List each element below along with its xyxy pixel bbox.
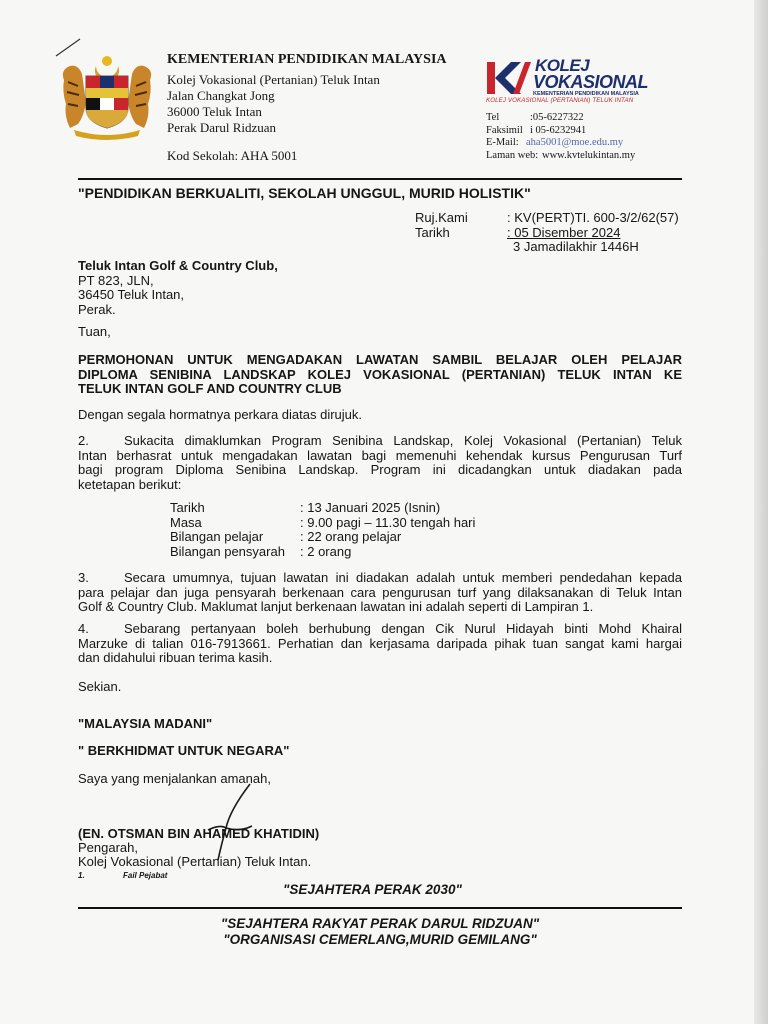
- contact-label: Faksimil: [486, 124, 523, 136]
- kv-logo-icon: [485, 58, 533, 98]
- paragraph-line: para pelajar dan juga pensyarah berkenaan cara pengurusan turf yang dilaksanakan di Teluk Intan: [78, 584, 682, 600]
- details-value: : 9.00 pagi – 11.30 tengah hari: [300, 514, 476, 530]
- paragraph-number: 4.: [78, 621, 89, 636]
- cc-number: 1.: [78, 871, 85, 880]
- details-row: [170, 530, 475, 545]
- paragraph-number: 3.: [78, 570, 89, 585]
- contact-label: Tel: [486, 112, 500, 123]
- cc-file-office: Fail Pejabat: [123, 871, 168, 880]
- school-code: Kod Sekolah: AHA 5001: [167, 148, 298, 163]
- recipient-line: Perak.: [78, 301, 116, 317]
- recipient-line: Teluk Intan Golf & Country Club,: [78, 258, 278, 273]
- sejahtera-perak-2030: "SEJAHTERA PERAK 2030": [283, 882, 462, 897]
- details-label: Bilangan pensyarah: [170, 543, 285, 559]
- paragraph-line: Marzuke di talian 016-7913661. Perhatian dan kerjasama daripada pihak tuan sangat kami hargai: [78, 635, 682, 651]
- slogan-berkhidmat: " BERKHIDMAT UNTUK NEGARA": [78, 743, 290, 758]
- signatory-organisation: Kolej Vokasional (Pertanian) Teluk Intan.: [78, 854, 312, 869]
- salutation: Tuan,: [78, 324, 111, 339]
- details-row: [170, 516, 475, 531]
- recipient-line: PT 823, JLN,: [78, 272, 154, 288]
- reference-label: Ruj.Kami: [415, 210, 468, 225]
- contact-label: Laman web:: [486, 149, 539, 161]
- date-label: Tarikh: [415, 224, 450, 240]
- amanah-line: Saya yang menjalankan amanah,: [78, 771, 271, 786]
- date-value: : 05 Disember 2024: [507, 224, 621, 240]
- contact-row-email: [486, 137, 635, 150]
- kv-logo-line1: KOLEJ: [535, 56, 590, 75]
- subject-line: PERMOHONAN UNTUK MENGADAKAN LAWATAN SAMBIL BELAJAR OLEH PELAJAR: [78, 352, 682, 367]
- details-label: Tarikh: [170, 500, 205, 515]
- page-edge-shadow: [754, 0, 768, 1024]
- contact-value: :05-6227322: [530, 112, 584, 123]
- footer-slogans: [78, 916, 682, 948]
- details-value: : 13 Januari 2025 (Isnin): [300, 500, 441, 515]
- paragraph-number: 2.: [78, 433, 89, 448]
- paragraph-2: [78, 434, 682, 492]
- paragraph-line: dan didahului ribuan terima kasih.: [78, 650, 273, 665]
- paragraph-line: bagi program Diploma Senibina Landskap. Program ini dicadangkan untuk diadakan pada: [78, 462, 682, 477]
- address-line: 36000 Teluk Intan: [167, 104, 262, 119]
- letter-subject: [78, 353, 682, 397]
- details-value: : 2 orang: [300, 543, 352, 559]
- opening-line: Dengan segala hormatnya perkara diatas dirujuk.: [78, 407, 363, 422]
- subject-line: TELUK INTAN GOLF AND COUNTRY CLUB: [78, 381, 342, 396]
- slogan-malaysia-madani: "MALAYSIA MADANI": [78, 716, 213, 731]
- ministry-name: KEMENTERIAN PENDIDIKAN MALAYSIA: [167, 52, 447, 67]
- footer-line: "SEJAHTERA RAKYAT PERAK DARUL RIDZUAN": [220, 916, 540, 931]
- paragraph-line: Golf & Country Club. Maklumat lanjut berkenaan lawatan ini adalah seperti di Lampiran 1.: [78, 599, 594, 614]
- contact-row-fax: [486, 125, 635, 138]
- contact-value: i 05-6232941: [530, 124, 587, 136]
- kv-logo-line2: VOKASIONAL: [533, 72, 649, 92]
- school-motto: "PENDIDIKAN BERKUALITI, SEKOLAH UNGGUL, MURID HOLISTIK": [78, 185, 531, 201]
- sekian: Sekian.: [78, 679, 122, 694]
- address-line: Perak Darul Ridzuan: [167, 120, 277, 135]
- details-row: [170, 545, 475, 560]
- address-line: Jalan Changkat Jong: [167, 88, 275, 103]
- contact-block: [486, 112, 635, 162]
- address-line: Kolej Vokasional (Pertanian) Teluk Intan: [167, 72, 380, 87]
- signatory-position: Pengarah,: [78, 840, 138, 855]
- contact-web-link[interactable]: www.kvtelukintan.my: [542, 149, 636, 161]
- paragraph-line: Sebarang pertanyaan boleh berhubung dengan Cik Nurul Hidayah binti Mohd Khairal: [124, 621, 682, 636]
- paragraph-line: ketetapan berikut:: [78, 476, 182, 492]
- details-label: Masa: [170, 514, 202, 530]
- signatory-name: (EN. OTSMAN BIN AHAMED KHATIDIN): [78, 826, 320, 841]
- recipient-address: [78, 259, 278, 317]
- footer-line: "ORGANISASI CEMERLANG,MURID GEMILANG": [223, 932, 537, 947]
- contact-row-web: [486, 150, 635, 163]
- paragraph-4: [78, 622, 682, 666]
- hijri-date: 3 Jamadilakhir 1446H: [513, 239, 639, 254]
- subject-line: DIPLOMA SENIBINA LANDSKAP KOLEJ VOKASIONAL (PERTANIAN) TELUK INTAN KE: [78, 366, 682, 382]
- contact-row-tel: [486, 112, 635, 125]
- contact-email-link[interactable]: aha5001@moe.edu.my: [526, 137, 624, 148]
- paragraph-line: Sukacita dimaklumkan Program Senibina Landskap, Kolej Vokasional (Pertanian) Teluk: [124, 433, 682, 448]
- kv-logo-sub: KEMENTERIAN PENDIDIKAN MALAYSIA: [533, 91, 639, 97]
- recipient-line: 36450 Teluk Intan,: [78, 287, 185, 302]
- paragraph-line: Intan berhasrat untuk mengadakan lawatan bagi memenuhi kehendak kursus Pengurusan Turf: [78, 447, 682, 463]
- kv-logo-tagline: KOLEJ VOKASIONAL (PERTANIAN) TELUK INTAN: [486, 97, 634, 104]
- school-address: [167, 72, 380, 136]
- visit-details-table: [170, 501, 475, 559]
- reference-block: [415, 211, 679, 255]
- header-divider: [78, 178, 682, 180]
- coat-of-arms-icon: [56, 52, 158, 142]
- details-value: : 22 orang pelajar: [300, 529, 402, 544]
- details-row: [170, 501, 475, 516]
- reference-value: : KV(PERT)TI. 600-3/2/62(57): [507, 210, 679, 225]
- contact-label: E-Mail:: [486, 137, 519, 148]
- footer-divider: [78, 907, 682, 909]
- details-label: Bilangan pelajar: [170, 529, 264, 544]
- paragraph-line: Secara umumnya, tujuan lawatan ini diadakan adalah untuk memberi pendedahan kepada: [124, 570, 682, 585]
- paragraph-3: [78, 571, 682, 615]
